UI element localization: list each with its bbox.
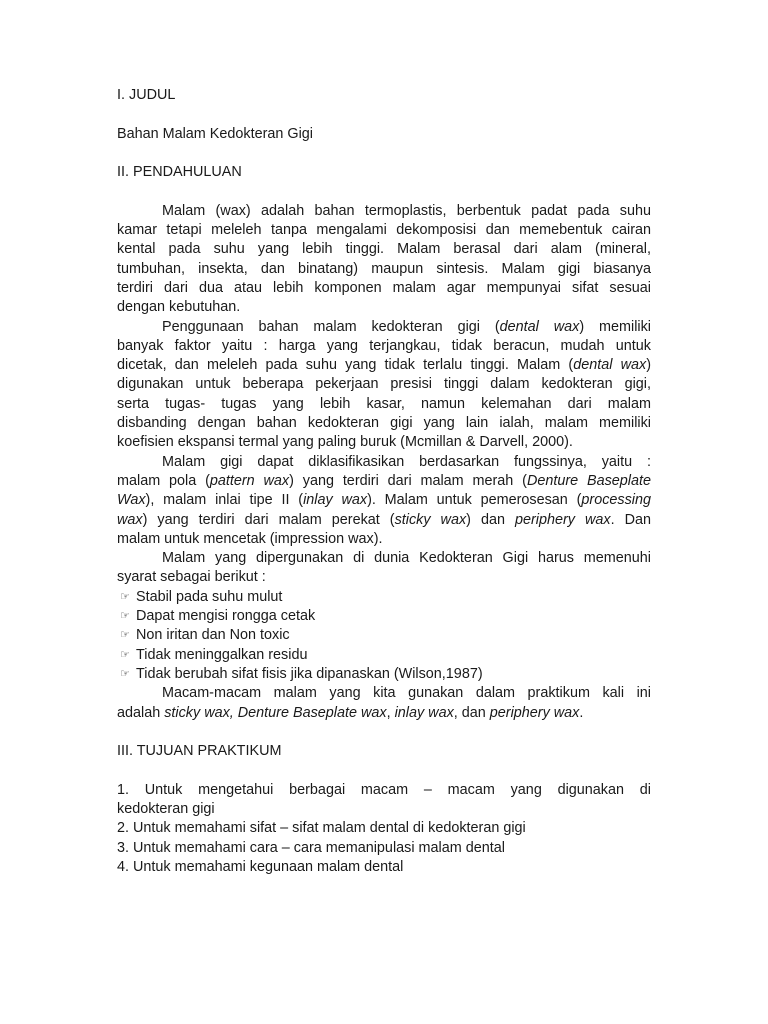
text-run: malam pola ( xyxy=(117,472,210,489)
text-run: . xyxy=(579,704,584,721)
list-item xyxy=(117,665,651,684)
paragraph-line xyxy=(117,356,651,375)
list-item-text: Non iritan dan Non toxic xyxy=(136,627,290,644)
spacer xyxy=(117,723,651,742)
goal-item: 1. Untuk mengetahui berbagai macam – macam yang digunakan di xyxy=(117,781,651,798)
pointing-hand-icon: ☞ xyxy=(120,610,130,623)
paragraph-line: Malam gigi dapat diklasifikasikan berdasarkan fungssinya, yaitu : xyxy=(162,453,651,470)
document-title: Bahan Malam Kedokteran Gigi xyxy=(117,125,313,142)
italic-term: periphery wax xyxy=(514,511,611,528)
paragraph-5 xyxy=(117,684,651,723)
italic-term: periphery wax xyxy=(489,704,580,721)
list-item xyxy=(117,588,651,607)
text-run: dicetak, dan meleleh pada suhu yang tidak terlalu tinggi. Malam ( xyxy=(117,357,574,374)
list-item-text: Tidak meninggalkan residu xyxy=(136,646,308,663)
goal-item: 2. Untuk memahami sifat – sifat malam dental di kedokteran gigi xyxy=(117,820,526,837)
heading-judul: I. JUDUL xyxy=(117,87,176,103)
paragraph-line: Malam yang dipergunakan di dunia Kedokteran Gigi harus memenuhi xyxy=(162,550,651,567)
document-body xyxy=(117,86,651,877)
italic-term: Denture Baseplate xyxy=(526,472,651,489)
text-run: Penggunaan bahan malam kedokteran gigi ( xyxy=(162,318,500,335)
paragraph-line xyxy=(117,511,651,530)
pointing-hand-icon: ☞ xyxy=(120,590,130,603)
text-run: ) memiliki xyxy=(579,318,651,335)
goal-item-continuation: kedokteran gigi xyxy=(117,800,215,817)
text-run: ) yang terdiri dari malam merah ( xyxy=(289,472,527,489)
list-item xyxy=(117,607,651,626)
paragraph-line: Macam-macam malam yang kita gunakan dalam praktikum kali ini xyxy=(162,685,651,702)
italic-term: Wax xyxy=(117,492,146,509)
paragraph-line: terdiri dari dua atau lebih komponen malam agar mempunyai sifat sesuai xyxy=(117,279,651,296)
text-run: ) yang terdiri dari malam perekat ( xyxy=(142,511,395,528)
paragraph-4 xyxy=(117,549,651,588)
list-item-text: Tidak berubah sifat fisis jika dipanaskan (Wilson,1987) xyxy=(136,665,483,682)
italic-term: dental wax xyxy=(499,318,580,335)
pointing-hand-icon: ☞ xyxy=(120,648,130,661)
list-item xyxy=(117,626,651,645)
goals-list xyxy=(117,781,651,877)
spacer xyxy=(117,105,651,124)
text-run: ) xyxy=(646,357,651,374)
paragraph-1 xyxy=(117,202,651,318)
paragraph-line xyxy=(117,318,651,337)
italic-term: wax xyxy=(117,511,143,528)
paragraph-line: disbanding dengan bahan kedokteran gigi yang lain ialah, malam memiliki xyxy=(117,415,651,432)
paragraph-line: syarat sebagai berikut : xyxy=(117,569,266,586)
text-run: , xyxy=(386,704,395,721)
italic-term: sticky wax, Denture Baseplate wax xyxy=(164,704,387,721)
text-run: ). Malam untuk pemerosesan ( xyxy=(367,492,582,509)
heading-pendahuluan: II. PENDAHULUAN xyxy=(117,164,242,181)
italic-term: pattern wax xyxy=(209,472,290,489)
italic-term: inlay wax xyxy=(303,492,368,509)
italic-term: processing xyxy=(581,492,651,509)
goal-item: 3. Untuk memahami cara – cara memanipulasi malam dental xyxy=(117,839,505,856)
paragraph-line: kental pada suhu yang lebih tinggi. Malam berasal dari alam (mineral, xyxy=(117,241,651,258)
list-item-text: Dapat mengisi rongga cetak xyxy=(136,608,316,625)
spacer xyxy=(117,144,651,163)
paragraph-2 xyxy=(117,318,651,453)
spacer xyxy=(117,761,651,780)
paragraph-line: Malam (wax) adalah bahan termoplastis, berbentuk padat pada suhu xyxy=(162,202,651,219)
requirements-list xyxy=(117,588,651,684)
italic-term: dental wax xyxy=(573,357,647,374)
pointing-hand-icon: ☞ xyxy=(120,629,130,642)
text-run: ), malam inlai tipe II ( xyxy=(145,492,304,509)
paragraph-line: tumbuhan, insekta, dan binatang) maupun sintesis. Malam gigi biasanya xyxy=(117,260,651,277)
paragraph-line: digunakan untuk beberapa pekerjaan presisi tinggi dalam kedokteran gigi, xyxy=(117,376,651,393)
paragraph-line: dengan kebutuhan. xyxy=(117,299,241,316)
text-run: adalah xyxy=(117,704,165,721)
paragraph-line: malam untuk mencetak (impression wax). xyxy=(117,530,383,547)
italic-term: inlay wax xyxy=(394,704,454,721)
text-run: ) dan xyxy=(466,511,515,528)
paragraph-line: kamar tetapi meleleh tanpa mengalami dekomposisi dan memebentuk cairan xyxy=(117,222,651,239)
heading-tujuan: III. TUJUAN PRAKTIKUM xyxy=(117,743,282,760)
italic-term: sticky wax xyxy=(394,511,467,528)
pointing-hand-icon: ☞ xyxy=(120,667,130,680)
list-item-text: Stabil pada suhu mulut xyxy=(136,588,283,605)
list-item xyxy=(117,646,651,665)
paragraph-line xyxy=(117,491,651,510)
paragraph-line xyxy=(117,472,651,491)
paragraph-line: banyak faktor yaitu : harga yang terjangkau, tidak beracun, mudah untuk xyxy=(117,337,651,354)
paragraph-3 xyxy=(117,453,651,549)
text-run: . Dan xyxy=(610,511,651,528)
spacer xyxy=(117,182,651,201)
text-run: , dan xyxy=(453,704,490,721)
paragraph-line xyxy=(117,704,651,723)
paragraph-line: serta tugas- tugas yang lebih kasar, namun kelemahan dari malam xyxy=(117,395,651,412)
paragraph-line: koefisien ekspansi termal yang paling buruk (Mcmillan & Darvell, 2000). xyxy=(117,434,573,451)
goal-item: 4. Untuk memahami kegunaan malam dental xyxy=(117,858,404,875)
